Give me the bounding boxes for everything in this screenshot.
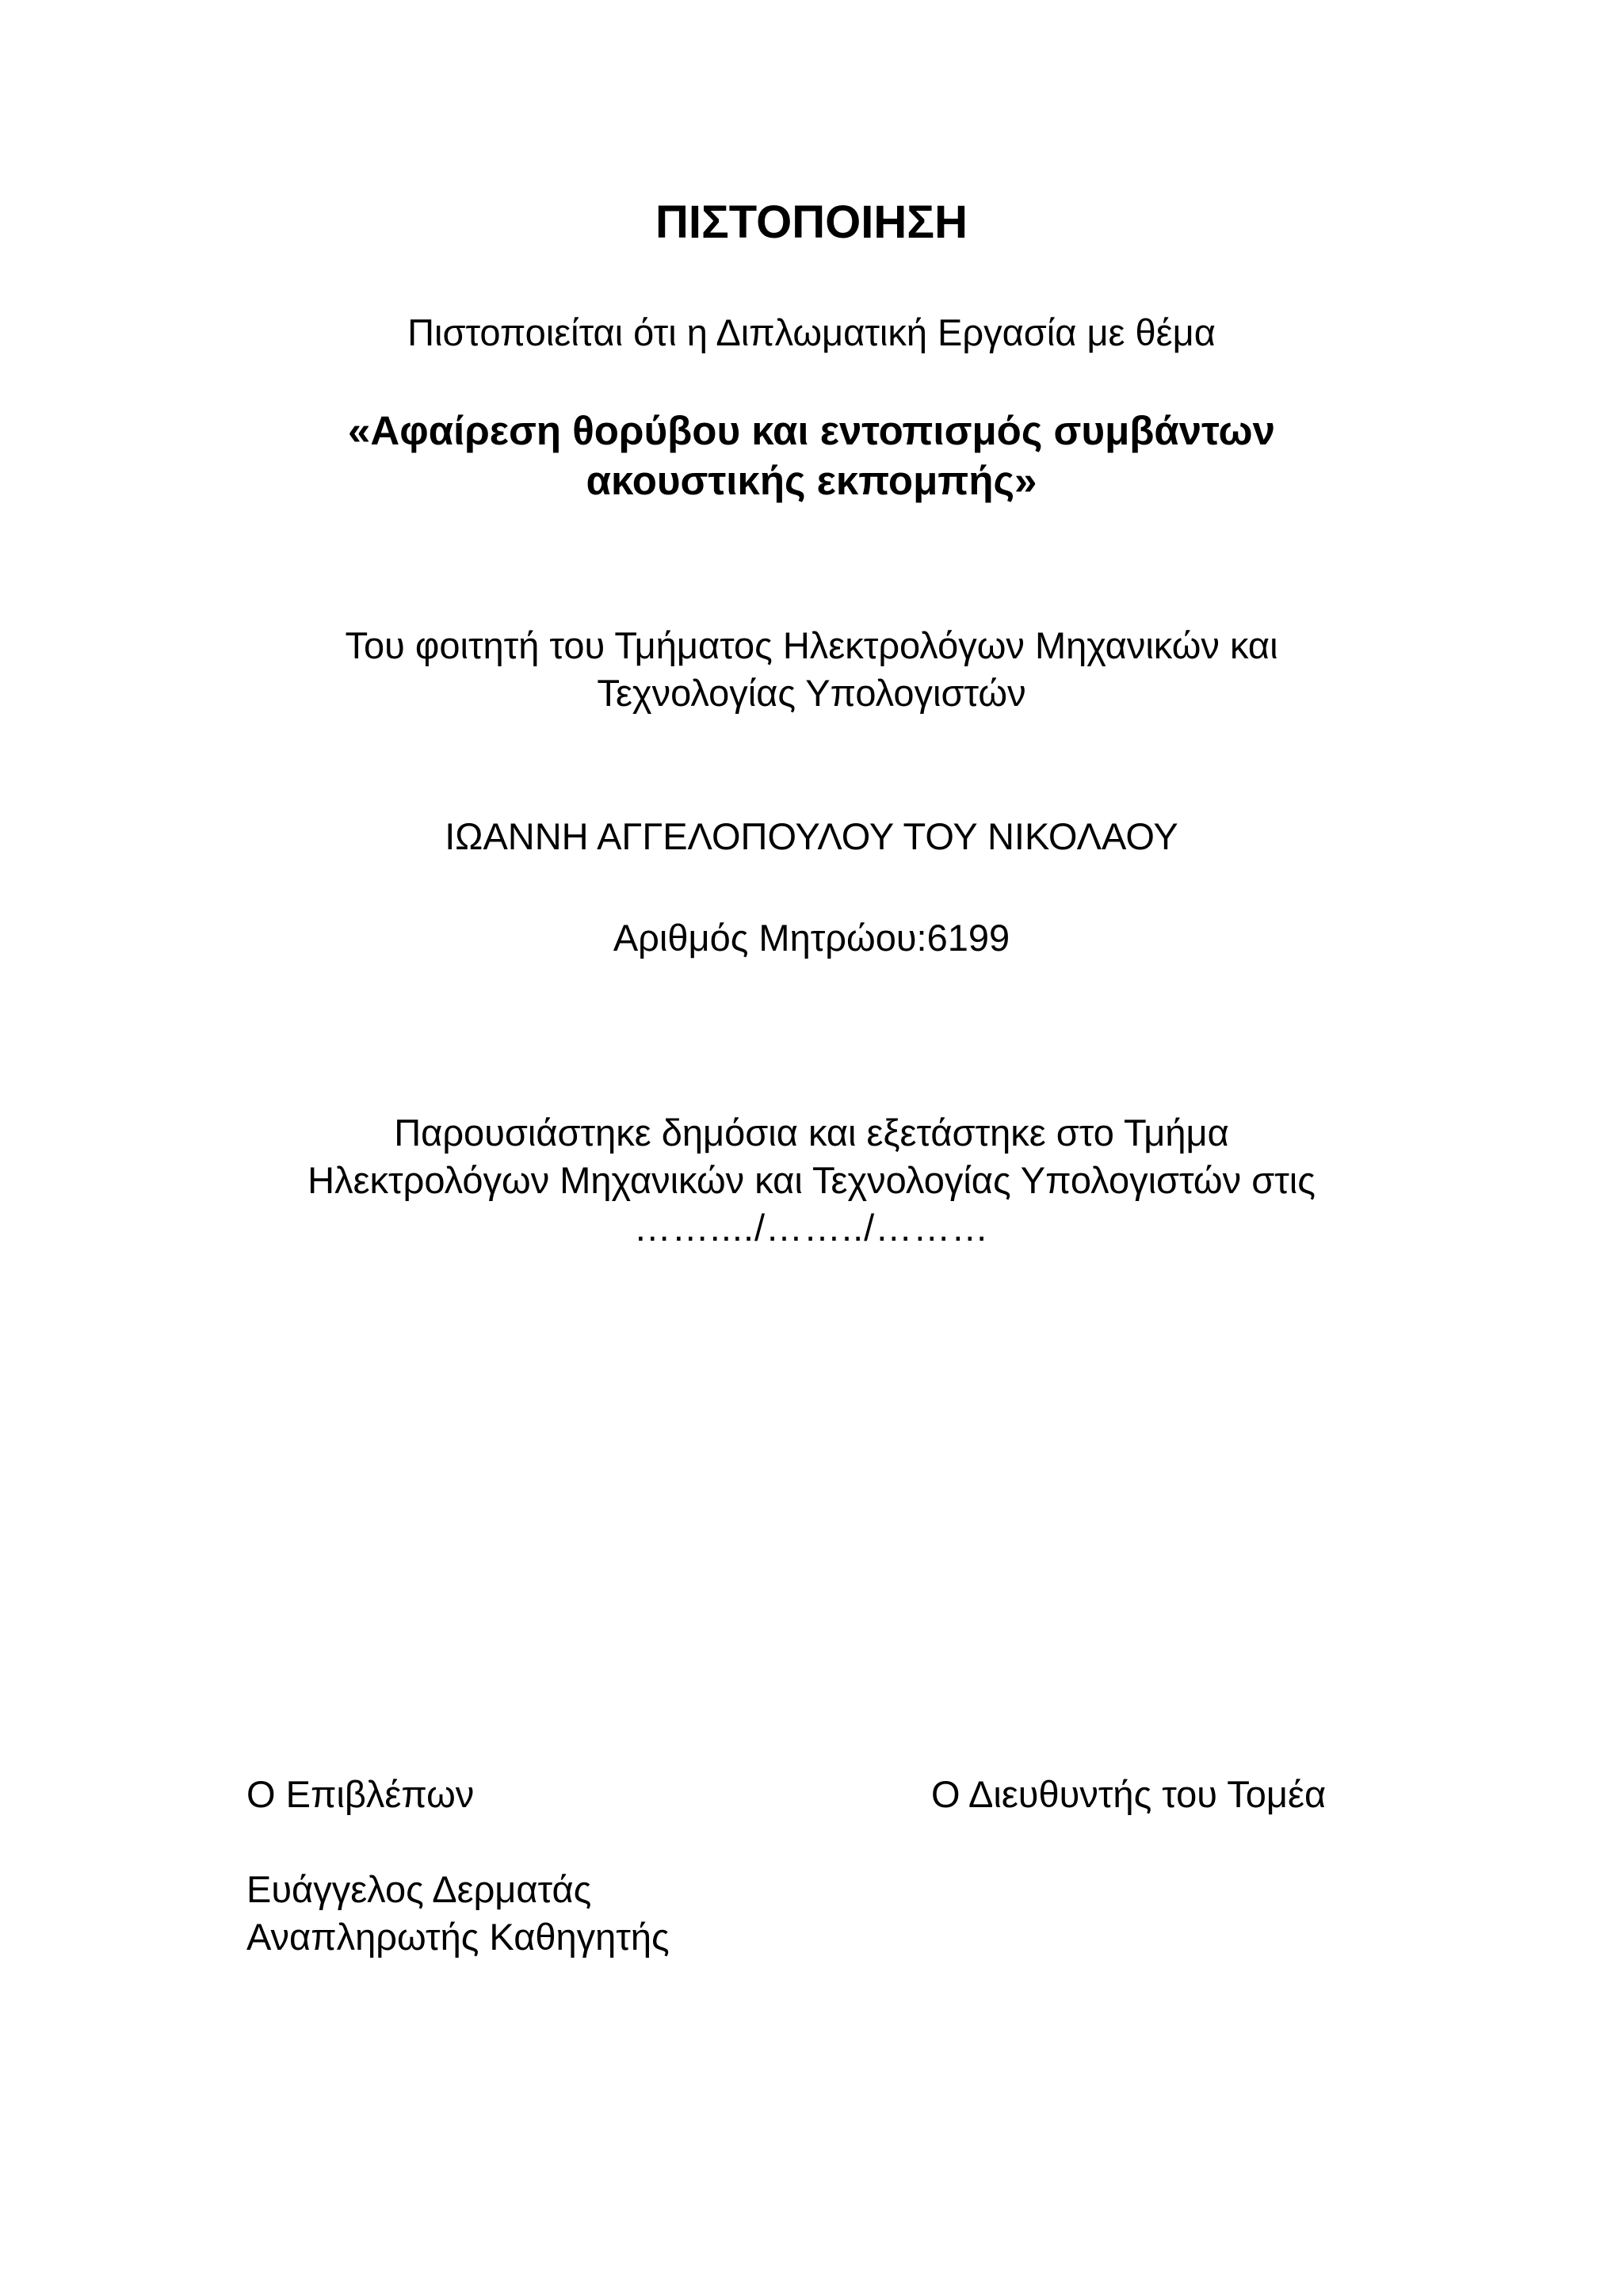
date-placeholder: ……..../……../……… — [633, 1207, 990, 1249]
supervisor-label: Ο Επιβλέπων — [246, 1773, 475, 1815]
supervisor-rank: Αναπληρωτής Καθηγητής — [246, 1916, 670, 1958]
presentation-line-2: Ηλεκτρολόγων Μηχανικών και Τεχνολογίας Υπολογιστών στις — [307, 1159, 1316, 1201]
student-department-line-2: Τεχνολογίας Υπολογιστών — [597, 672, 1026, 714]
director-label: Ο Διευθυντής του Τομέα — [931, 1773, 1327, 1815]
student-name — [0, 813, 1623, 860]
student-department — [0, 622, 1623, 717]
presentation-statement — [0, 1109, 1623, 1252]
thesis-title-line-2: ακουστικής εκπομπής» — [586, 458, 1037, 503]
title-text: ΠΙΣΤΟΠΟΙΗΣΗ — [655, 196, 968, 248]
document-title — [0, 195, 1623, 250]
supervisor-name: Ευάγγελος Δερματάς — [246, 1868, 592, 1910]
registry-number — [0, 914, 1623, 962]
student-department-line-1: Του φοιτητή του Τμήματος Ηλεκτρολόγων Μηχανικών και — [345, 624, 1278, 666]
thesis-title — [0, 406, 1623, 505]
certification-intro-text: Πιστοποιείται ότι η Διπλωματική Εργασία με θέμα — [407, 311, 1216, 353]
registry-number-text: Αριθμός Μητρώου:6199 — [613, 917, 1010, 959]
thesis-title-line-1: «Αφαίρεση θορύβου και εντοπισμός συμβάντων — [348, 408, 1275, 453]
presentation-line-1: Παρουσιάστηκε δημόσια και εξετάστηκε στο Τμήμα — [394, 1112, 1229, 1154]
student-name-text: ΙΩΑΝΝΗ ΑΓΓΕΛΟΠΟΥΛΟΥ ΤΟΥ ΝΙΚΟΛΑΟΥ — [445, 815, 1178, 857]
certification-intro — [0, 309, 1623, 357]
